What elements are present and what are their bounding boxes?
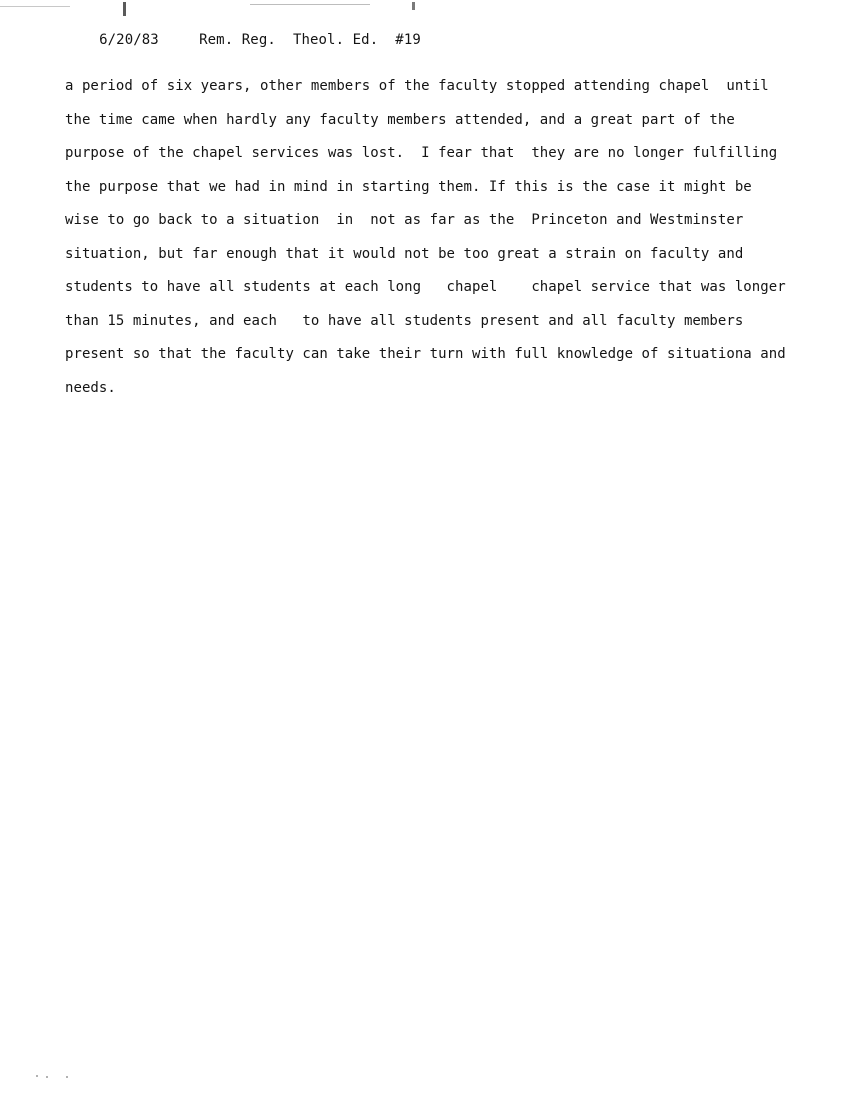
scan-dot xyxy=(36,1075,38,1077)
document-header xyxy=(65,16,421,64)
scan-dot xyxy=(46,1076,48,1078)
header-date: 6/20/83 xyxy=(99,32,159,48)
text-line: the purpose that we had in mind in starting them. If this is the case it might be xyxy=(65,178,752,195)
text-line: situation, but far enough that it would not be too great a strain on faculty and xyxy=(65,245,744,262)
body-text xyxy=(65,76,795,411)
text-line: purpose of the chapel services was lost. I fear that they are no longer fulfilling xyxy=(65,145,778,161)
text-line: the time came when hardly any faculty members attended, and a great part of the xyxy=(65,111,735,128)
scan-artifact-line xyxy=(0,6,70,7)
text-line: needs. xyxy=(65,379,116,396)
header-title: Rem. Reg. Theol. Ed. #19 xyxy=(199,32,421,48)
scan-dot xyxy=(66,1076,68,1078)
text-line: a period of six years, other members of the faculty stopped attending chapel until xyxy=(65,78,769,94)
scan-artifact-line xyxy=(250,4,370,5)
text-line: students to have all students at each long chapel chapel service that was longer xyxy=(65,279,786,295)
scan-artifact-mark xyxy=(412,2,415,10)
text-line: than 15 minutes, and each to have all students present and all faculty members xyxy=(65,312,744,329)
scan-artifact-mark xyxy=(123,2,126,16)
text-line: wise to go back to a situation in not as far as the Princeton and Westminster xyxy=(65,212,744,228)
text-line: present so that the faculty can take their turn with full knowledge of situationa and xyxy=(65,346,786,362)
